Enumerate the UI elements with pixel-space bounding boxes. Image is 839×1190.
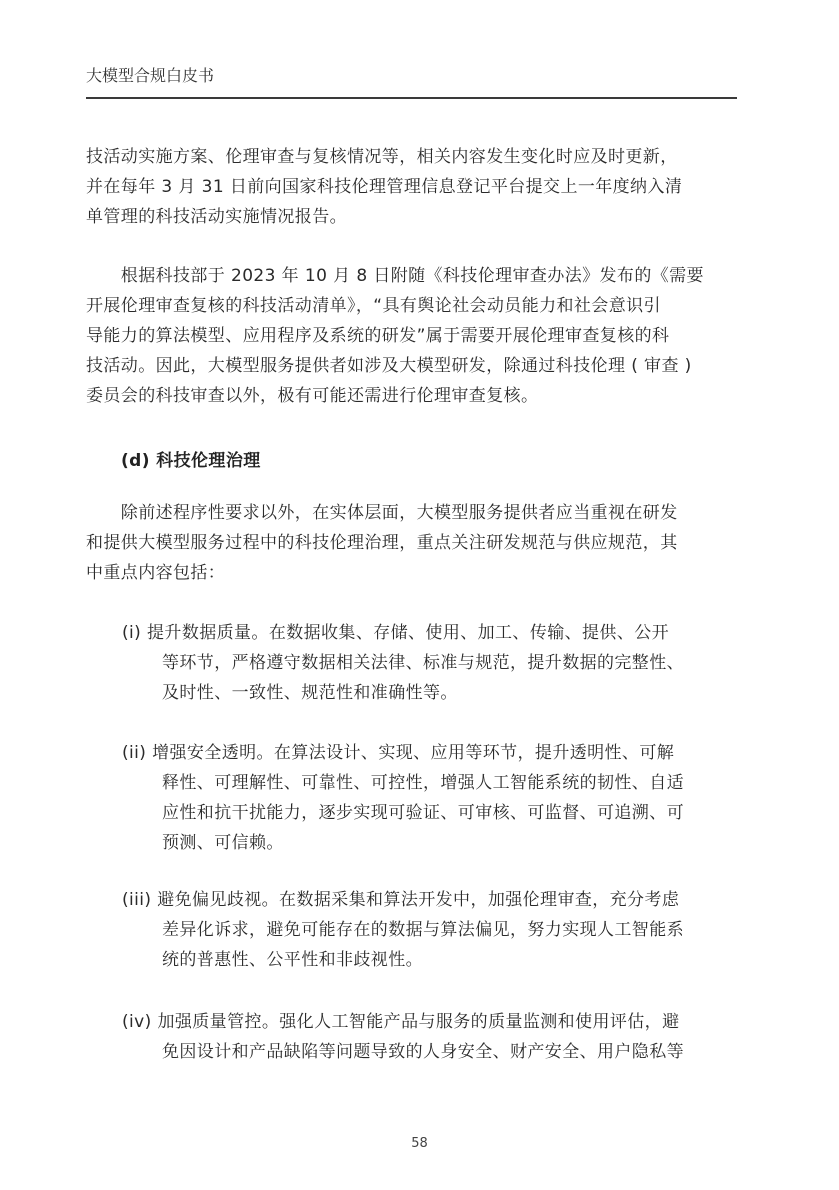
running-header: 大模型合规白皮书 <box>86 66 215 85</box>
text-line: 提升数据质量。在数据收集、存储、使用、加工、传输、提供、公开 <box>147 623 670 643</box>
text-line: 加强质量管控。强化人工智能产品与服务的质量监测和使用评估，避 <box>157 1012 680 1032</box>
list-item <box>122 885 742 975</box>
text-line: 差异化诉求，避免可能存在的数据与算法偏见，努力实现人工智能系 <box>162 920 684 940</box>
text-line: 导能力的算法模型、应用程序及系统的研发”属于需要开展伦理审查复核的科 <box>86 326 670 346</box>
text-line: 释性、可理解性、可靠性、可控性，增强人工智能系统的韧性、自适 <box>162 773 684 793</box>
text-line: 除前述程序性要求以外，在实体层面，大模型服务提供者应当重视在研发 <box>86 503 678 523</box>
list-item-first-line <box>122 1007 742 1037</box>
text-line: 和提供大模型服务过程中的科技伦理治理，重点关注研发规范与供应规范，其 <box>86 533 678 553</box>
text-line: 等环节，严格遵守数据相关法律、标准与规范，提升数据的完整性、 <box>162 653 684 673</box>
text-line: 单管理的科技活动实施情况报告。 <box>86 207 347 227</box>
text-line: 开展伦理审查复核的科技活动清单》，“具有舆论社会动员能力和社会意识引 <box>86 296 661 316</box>
list-marker: (ii) <box>122 743 147 763</box>
text-line: 中重点内容包括： <box>86 563 226 583</box>
header-divider <box>86 97 737 99</box>
text-line: 及时性、一致性、规范性和准确性等。 <box>162 683 458 703</box>
section-heading: (d) 科技伦理治理 <box>121 451 261 471</box>
text-line: 统的普惠性、公平性和非歧视性。 <box>162 950 423 970</box>
list-marker: (i) <box>122 623 142 643</box>
page-number: 58 <box>411 1136 428 1151</box>
list-item <box>122 1007 742 1067</box>
list-item-first-line <box>122 738 742 768</box>
paragraph-continuation <box>86 142 738 232</box>
list-marker: (iii) <box>122 890 152 910</box>
text-line: 应性和抗干扰能力，逐步实现可验证、可审核、可监督、可追溯、可 <box>162 803 684 823</box>
list-item <box>122 738 742 858</box>
list-item <box>122 618 742 708</box>
text-line: 委员会的科技审查以外，极有可能还需进行伦理审查复核。 <box>86 386 539 406</box>
text-line: 技活动实施方案、伦理审查与复核情况等，相关内容发生变化时应及时更新， <box>86 147 678 167</box>
text-line: 预测、可信赖。 <box>162 833 284 853</box>
text-line: 并在每年 3 月 31 日前向国家科技伦理管理信息登记平台提交上一年度纳入清 <box>86 177 683 197</box>
text-line: 避免偏见歧视。在数据采集和算法开发中，加强伦理审查，充分考虑 <box>157 890 680 910</box>
paragraph-review-list <box>86 261 738 411</box>
text-line: 免因设计和产品缺陷等问题导致的人身安全、财产安全、用户隐私等 <box>162 1042 684 1062</box>
text-line: 根据科技部于 2023 年 10 月 8 日附随《科技伦理审查办法》发布的《需要 <box>86 266 704 286</box>
list-item-first-line <box>122 885 742 915</box>
text-line: 技活动。因此，大模型服务提供者如涉及大模型研发，除通过科技伦理 ( 审查 ) <box>86 356 692 376</box>
paragraph-intro <box>86 498 738 588</box>
list-marker: (iv) <box>122 1012 152 1032</box>
list-item-first-line <box>122 618 742 648</box>
text-line: 增强安全透明。在算法设计、实现、应用等环节，提升透明性、可解 <box>152 743 675 763</box>
